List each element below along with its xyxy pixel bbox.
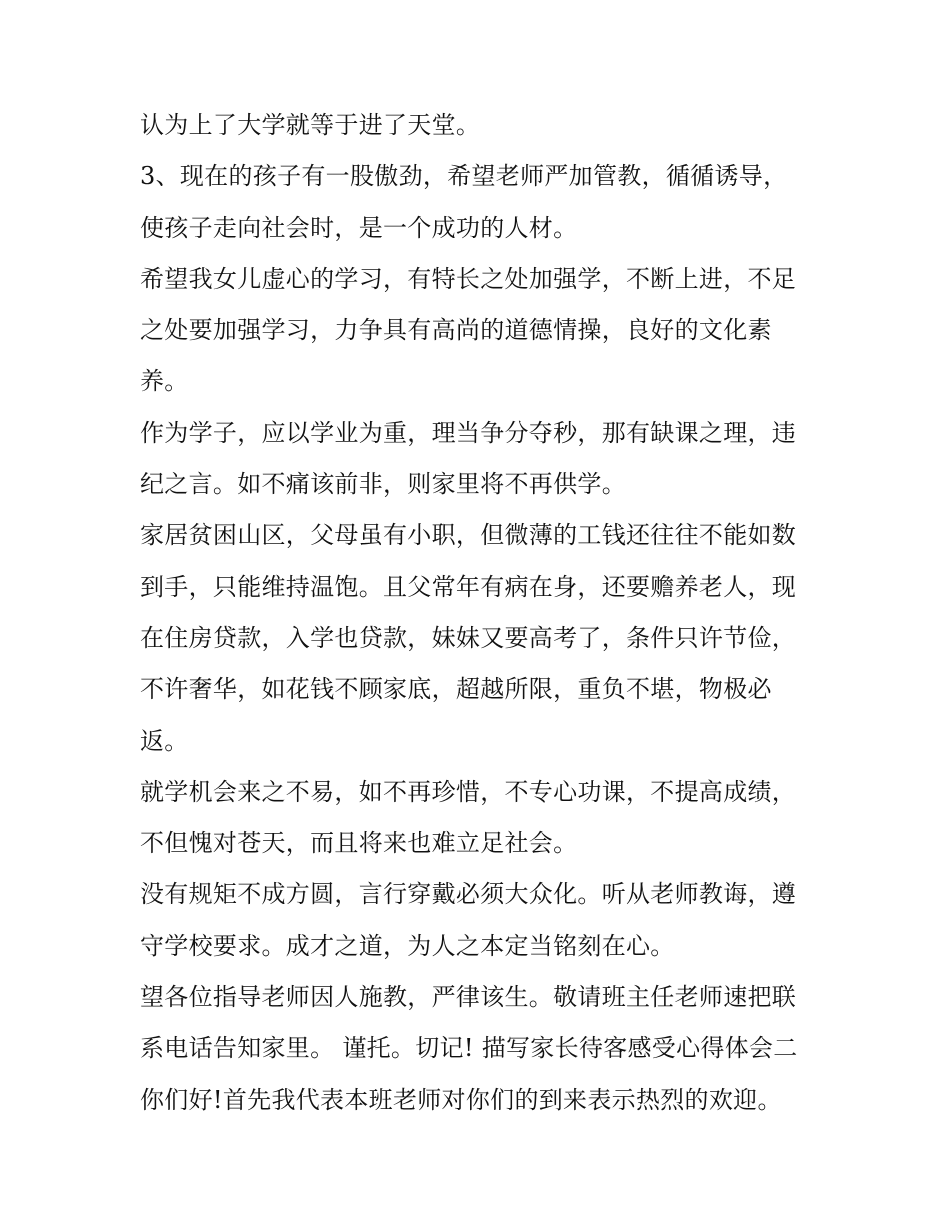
text-line: 家居贫困山区，父母虽有小职，但微薄的工钱还往往不能如数 xyxy=(140,521,797,550)
text-line: 到手，只能维持温饱。且父常年有病在身，还要赡养老人，现 xyxy=(140,572,797,601)
text-line: 之处要加强学习，力争具有高尚的道德情操，良好的文化素 xyxy=(140,316,772,345)
text-line: 系电话告知家里。 谨托。切记! 描写家长待客感受心得体会二 xyxy=(140,1034,798,1063)
text-line: 认为上了大学就等于进了天堂。 xyxy=(140,111,481,139)
text-line: 不但愧对苍天，而且将来也难立足社会。 xyxy=(140,829,578,858)
text-line: 没有规矩不成方圆，言行穿戴必须大众化。听从老师教诲，遵 xyxy=(140,880,797,909)
text-line: 3、现在的孩子有一股傲劲，希望老师严加管教，循循诱导， xyxy=(140,162,788,191)
text-line: 不许奢华，如花钱不顾家底，超越所限，重负不堪，物极必 xyxy=(140,675,772,704)
document-body xyxy=(140,106,830,1132)
text-line: 望各位指导老师因人施教，严律该生。敬请班主任老师速把联 xyxy=(140,983,797,1012)
text-line: 纪之言。如不痛该前非，则家里将不再供学。 xyxy=(140,470,626,499)
text-line: 就学机会来之不易，如不再珍惜，不专心功课，不提高成绩， xyxy=(140,777,797,806)
text-line: 养。 xyxy=(140,367,189,396)
text-line: 希望我女儿虚心的学习，有特长之处加强学，不断上进，不足 xyxy=(140,264,797,293)
text-line: 作为学子，应以学业为重，理当争分夺秒，那有缺课之理，违 xyxy=(140,418,797,447)
text-line: 返。 xyxy=(140,726,189,755)
text-line: 在住房贷款，入学也贷款，妹妹又要高考了，条件只许节俭， xyxy=(140,623,797,652)
text-line: 使孩子走向社会时，是一个成功的人材。 xyxy=(140,213,578,242)
text-line: 守学校要求。成才之道，为人之本定当铭刻在心。 xyxy=(140,931,675,960)
text-line: 你们好!首先我代表本班老师对你们的到来表示热烈的欢迎。 xyxy=(140,1085,782,1114)
